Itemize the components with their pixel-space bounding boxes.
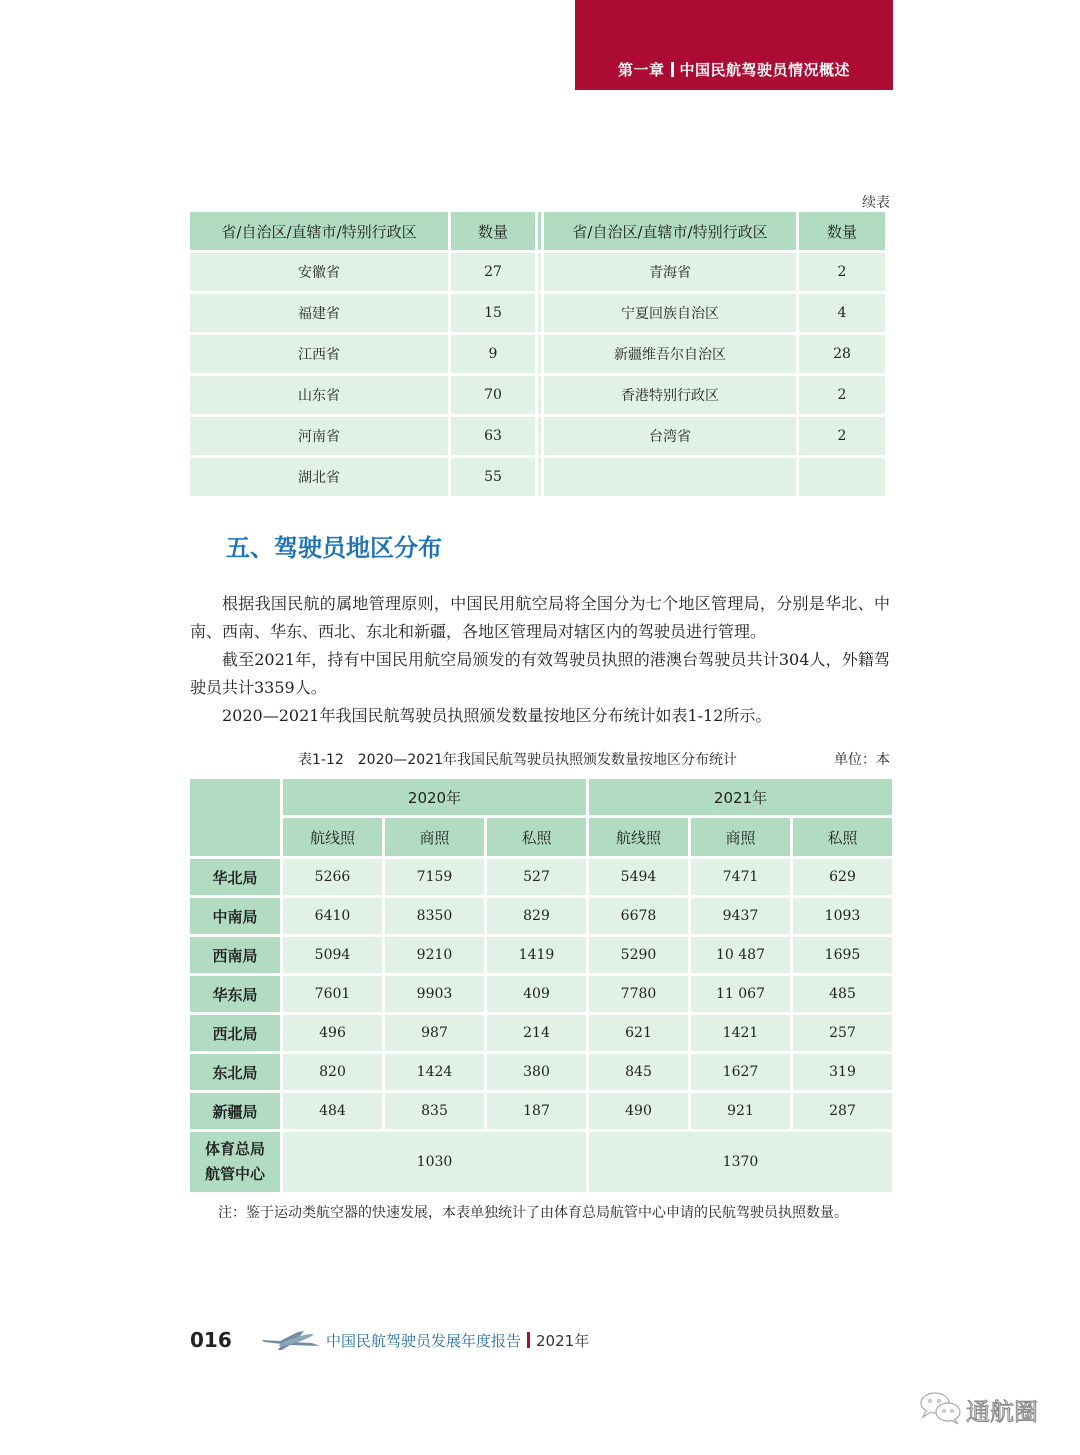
region-name-line: 航管中心 <box>204 1165 265 1183</box>
province-cell: 香港特别行政区 <box>544 376 799 417</box>
chapter-number: 第一章 <box>617 61 665 79</box>
column-header: 省/自治区/直辖市/特别行政区 <box>544 212 799 253</box>
paragraph: 2020—2021年我国民航驾驶员执照颁发数量按地区分布统计如表1-12所示。 <box>222 706 772 725</box>
table-subheader-row <box>190 818 892 859</box>
table-unit: 单位：本 <box>834 752 890 768</box>
value-cell: 10 487 <box>691 937 793 976</box>
watermark-text: 通航圈 <box>966 1398 1038 1426</box>
column-header: 数量 <box>799 212 885 253</box>
merged-value-cell: 1030 <box>283 1132 589 1195</box>
value-cell: 5094 <box>283 937 385 976</box>
chapter-divider <box>671 62 674 77</box>
region-name: 新疆局 <box>190 1093 283 1132</box>
value-cell: 1419 <box>487 937 589 976</box>
count-cell: 2 <box>799 253 885 294</box>
value-cell: 621 <box>589 1015 691 1054</box>
report-year: 2021年 <box>536 1332 590 1350</box>
value-cell: 490 <box>589 1093 691 1132</box>
table-row <box>190 376 885 417</box>
table-row <box>190 937 892 976</box>
wechat-icon <box>918 1390 964 1426</box>
table-note: 注：鉴于运动类航空器的快速发展，本表单独统计了由体育总局航管中心申请的民航驾驶员执照数量。 <box>218 1205 848 1221</box>
table-header-row <box>190 212 885 253</box>
value-cell: 319 <box>793 1054 892 1093</box>
value-cell: 5290 <box>589 937 691 976</box>
region-name <box>190 1132 283 1195</box>
value-cell: 9437 <box>691 898 793 937</box>
paragraph: 截至2021年，持有中国民用航空局颁发的有效驾驶员执照的港澳台驾驶员共计304人，外籍驾驶员共计3359人。 <box>190 650 890 697</box>
value-cell: 485 <box>793 976 892 1015</box>
table-row <box>190 294 885 335</box>
value-cell: 8350 <box>385 898 487 937</box>
province-cell: 湖北省 <box>190 458 451 499</box>
region-name-line: 体育总局 <box>204 1140 265 1158</box>
column-header: 省/自治区/直辖市/特别行政区 <box>190 212 451 253</box>
value-cell: 829 <box>487 898 589 937</box>
province-cell: 河南省 <box>190 417 451 458</box>
value-cell: 11 067 <box>691 976 793 1015</box>
region-name: 西南局 <box>190 937 283 976</box>
value-cell: 5494 <box>589 859 691 898</box>
value-cell: 1421 <box>691 1015 793 1054</box>
table-row <box>190 1015 892 1054</box>
table-row <box>190 458 885 499</box>
footer-title <box>326 1330 589 1351</box>
province-cell: 新疆维吾尔自治区 <box>544 335 799 376</box>
count-cell: 55 <box>451 458 538 499</box>
value-cell: 6678 <box>589 898 691 937</box>
value-cell: 5266 <box>283 859 385 898</box>
page-number: 016 <box>190 1328 232 1352</box>
region-name: 华北局 <box>190 859 283 898</box>
license-type-header: 商照 <box>385 818 487 859</box>
province-cell: 青海省 <box>544 253 799 294</box>
count-cell: 15 <box>451 294 538 335</box>
continued-table-label: 续表 <box>862 195 890 211</box>
merged-value-cell: 1370 <box>589 1132 892 1195</box>
province-cell <box>544 458 799 499</box>
table-caption: 表1-12 2020—2021年我国民航驾驶员执照颁发数量按地区分布统计 <box>298 752 738 768</box>
chapter-title: 中国民航驾驶员情况概述 <box>679 61 851 79</box>
count-cell: 2 <box>799 376 885 417</box>
value-cell: 187 <box>487 1093 589 1132</box>
chapter-header-band <box>575 0 893 90</box>
value-cell: 257 <box>793 1015 892 1054</box>
region-name: 西北局 <box>190 1015 283 1054</box>
province-cell: 山东省 <box>190 376 451 417</box>
license-type-header: 私照 <box>487 818 589 859</box>
year-header: 2021年 <box>589 779 892 818</box>
count-cell: 4 <box>799 294 885 335</box>
table-row <box>190 1093 892 1132</box>
table-row <box>190 1132 892 1195</box>
column-header: 数量 <box>451 212 538 253</box>
section-title: 五、驾驶员地区分布 <box>226 534 442 562</box>
province-cell: 宁夏回族自治区 <box>544 294 799 335</box>
table-row <box>190 1054 892 1093</box>
table-row <box>190 335 885 376</box>
value-cell: 7601 <box>283 976 385 1015</box>
value-cell: 214 <box>487 1015 589 1054</box>
province-cell: 江西省 <box>190 335 451 376</box>
table-row <box>190 859 892 898</box>
region-name: 东北局 <box>190 1054 283 1093</box>
corner-header-cell <box>190 779 283 859</box>
chapter-header <box>575 59 893 80</box>
value-cell: 496 <box>283 1015 385 1054</box>
airplane-icon <box>260 1328 322 1352</box>
value-cell: 9210 <box>385 937 487 976</box>
value-cell: 7780 <box>589 976 691 1015</box>
value-cell: 6410 <box>283 898 385 937</box>
table-header-row <box>190 779 892 818</box>
value-cell: 409 <box>487 976 589 1015</box>
license-type-header: 商照 <box>691 818 793 859</box>
value-cell: 7471 <box>691 859 793 898</box>
footer-divider <box>527 1332 530 1348</box>
value-cell: 835 <box>385 1093 487 1132</box>
count-cell: 27 <box>451 253 538 294</box>
value-cell: 921 <box>691 1093 793 1132</box>
value-cell: 1093 <box>793 898 892 937</box>
province-cell: 安徽省 <box>190 253 451 294</box>
value-cell: 987 <box>385 1015 487 1054</box>
region-name: 华东局 <box>190 976 283 1015</box>
license-type-header: 航线照 <box>283 818 385 859</box>
paragraph: 根据我国民航的属地管理原则，中国民用航空局将全国分为七个地区管理局，分别是华北、中南、西南、华东、西北、东北和新疆，各地区管理局对辖区内的驾驶员进行管理。 <box>190 594 890 641</box>
year-header: 2020年 <box>283 779 589 818</box>
table-row <box>190 253 885 294</box>
province-cell: 福建省 <box>190 294 451 335</box>
count-cell: 70 <box>451 376 538 417</box>
value-cell: 527 <box>487 859 589 898</box>
license-distribution-table <box>190 779 892 1195</box>
count-cell: 2 <box>799 417 885 458</box>
value-cell: 7159 <box>385 859 487 898</box>
region-name: 中南局 <box>190 898 283 937</box>
count-cell: 28 <box>799 335 885 376</box>
license-type-header: 航线照 <box>589 818 691 859</box>
report-title: 中国民航驾驶员发展年度报告 <box>326 1332 522 1350</box>
table-row <box>190 417 885 458</box>
value-cell: 1424 <box>385 1054 487 1093</box>
value-cell: 380 <box>487 1054 589 1093</box>
count-cell: 9 <box>451 335 538 376</box>
license-type-header: 私照 <box>793 818 892 859</box>
table-row <box>190 898 892 937</box>
province-count-table <box>190 212 885 499</box>
value-cell: 287 <box>793 1093 892 1132</box>
value-cell: 9903 <box>385 976 487 1015</box>
value-cell: 1695 <box>793 937 892 976</box>
province-cell: 台湾省 <box>544 417 799 458</box>
table-row <box>190 976 892 1015</box>
value-cell: 1627 <box>691 1054 793 1093</box>
value-cell: 629 <box>793 859 892 898</box>
value-cell: 845 <box>589 1054 691 1093</box>
value-cell: 484 <box>283 1093 385 1132</box>
value-cell: 820 <box>283 1054 385 1093</box>
count-cell: 63 <box>451 417 538 458</box>
count-cell <box>799 458 885 499</box>
